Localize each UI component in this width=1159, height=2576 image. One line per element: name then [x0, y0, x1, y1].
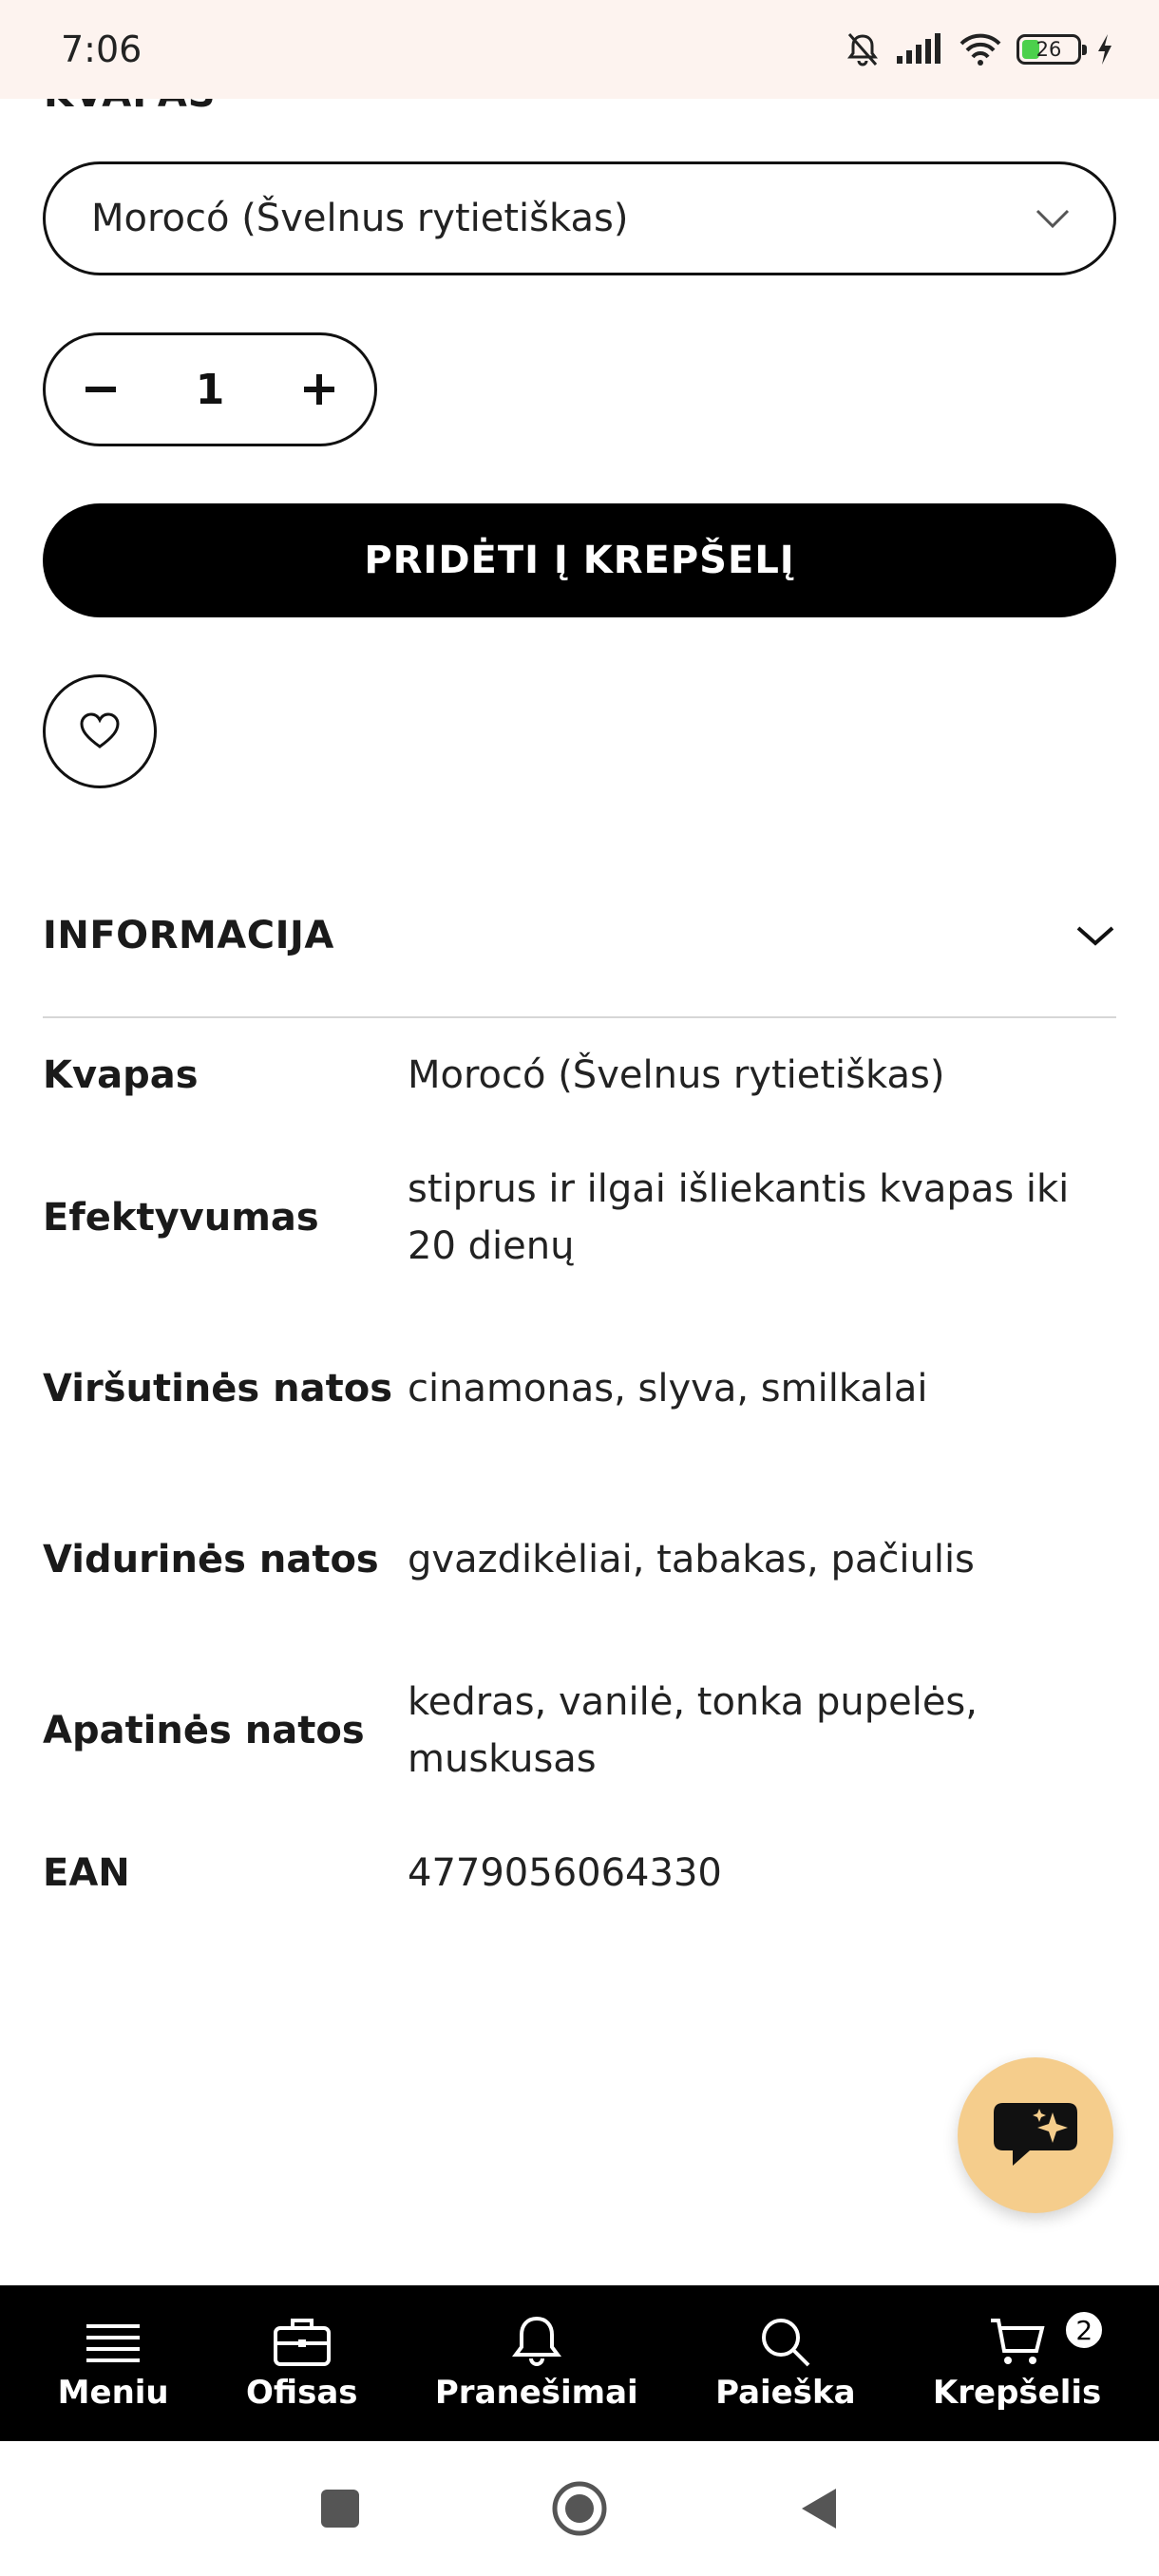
plus-icon: [302, 372, 336, 407]
scent-select[interactable]: [43, 161, 1116, 275]
search-icon: [755, 2315, 816, 2368]
wifi-icon: [958, 32, 1003, 66]
system-navigation-bar: [0, 2441, 1159, 2576]
cart-count-badge: 2: [1063, 2309, 1105, 2351]
info-key: Vidurinės natos: [43, 1538, 379, 1582]
information-accordion-header[interactable]: [43, 893, 1116, 978]
scent-select-value: Morocó (Švelnus rytietiškas): [91, 197, 629, 240]
back-icon[interactable]: [798, 2485, 840, 2532]
info-value: gvazdikėliai, tabakas, pačiulis: [408, 1538, 975, 1582]
nav-label: Ofisas: [246, 2374, 358, 2412]
ai-chat-button[interactable]: [958, 2057, 1113, 2213]
info-key: Apatinės natos: [43, 1709, 365, 1752]
mute-bell-icon: [844, 30, 882, 68]
nav-label: Krepšelis: [932, 2374, 1102, 2412]
bell-icon: [506, 2315, 567, 2368]
increase-quantity-button[interactable]: [291, 361, 348, 418]
info-value: stiprus ir ilgai išliekantis kvapas iki 20 dienų: [408, 1167, 1070, 1268]
chevron-down-icon: [1074, 922, 1116, 949]
add-to-cart-button[interactable]: PRIDĖTI Į KREPŠELĮ: [43, 503, 1116, 617]
nav-label: Meniu: [57, 2374, 169, 2412]
info-row-effectiveness: [43, 1132, 1116, 1303]
info-value: cinamonas, slyva, smilkalai: [408, 1367, 928, 1411]
info-row-scent: [43, 1018, 1116, 1132]
info-row-top-notes: [43, 1303, 1116, 1474]
home-icon[interactable]: [551, 2480, 608, 2537]
info-key: EAN: [43, 1851, 130, 1895]
status-time: 7:06: [61, 28, 142, 70]
menu-icon: [83, 2315, 143, 2368]
battery-level: 26: [1036, 38, 1062, 61]
nav-label: Paieška: [715, 2374, 856, 2412]
info-value: 4779056064330: [408, 1851, 722, 1895]
info-value: Morocó (Švelnus rytietiškas): [408, 1053, 945, 1097]
status-bar: [0, 0, 1159, 99]
charging-icon: [1094, 32, 1115, 66]
cart-icon: [987, 2315, 1048, 2368]
info-row-base-notes: [43, 1645, 1116, 1816]
nav-office[interactable]: [246, 2315, 358, 2412]
quantity-value[interactable]: 1: [195, 365, 225, 414]
signal-icon: [895, 33, 944, 66]
quantity-stepper: [43, 332, 377, 446]
info-row-ean: [43, 1816, 1116, 1930]
recent-apps-icon[interactable]: [319, 2488, 361, 2529]
nav-search[interactable]: [715, 2315, 855, 2412]
information-table: [43, 1018, 1116, 1930]
nav-menu[interactable]: [58, 2315, 169, 2412]
decrease-quantity-button[interactable]: [72, 361, 129, 418]
nav-label: Pranešimai: [434, 2374, 638, 2412]
minus-icon: [84, 372, 118, 407]
nav-notifications[interactable]: [435, 2315, 638, 2412]
wishlist-button[interactable]: [43, 674, 157, 788]
info-value: kedras, vanilė, tonka pupelės, muskusas: [408, 1680, 978, 1781]
info-row-middle-notes: [43, 1474, 1116, 1645]
status-icons: [844, 30, 1115, 68]
info-key: Efektyvumas: [43, 1196, 319, 1240]
battery-indicator: [1016, 34, 1081, 65]
nav-cart[interactable]: [933, 2315, 1101, 2412]
bottom-navigation: [0, 2285, 1159, 2441]
chevron-down-icon: [1034, 207, 1072, 230]
briefcase-icon: [272, 2315, 332, 2368]
chat-sparkle-icon: [990, 2097, 1081, 2173]
info-key: Kvapas: [43, 1053, 199, 1097]
info-key: Viršutinės natos: [43, 1367, 393, 1411]
heart-icon: [79, 712, 121, 750]
information-title: INFORMACIJA: [43, 914, 334, 957]
